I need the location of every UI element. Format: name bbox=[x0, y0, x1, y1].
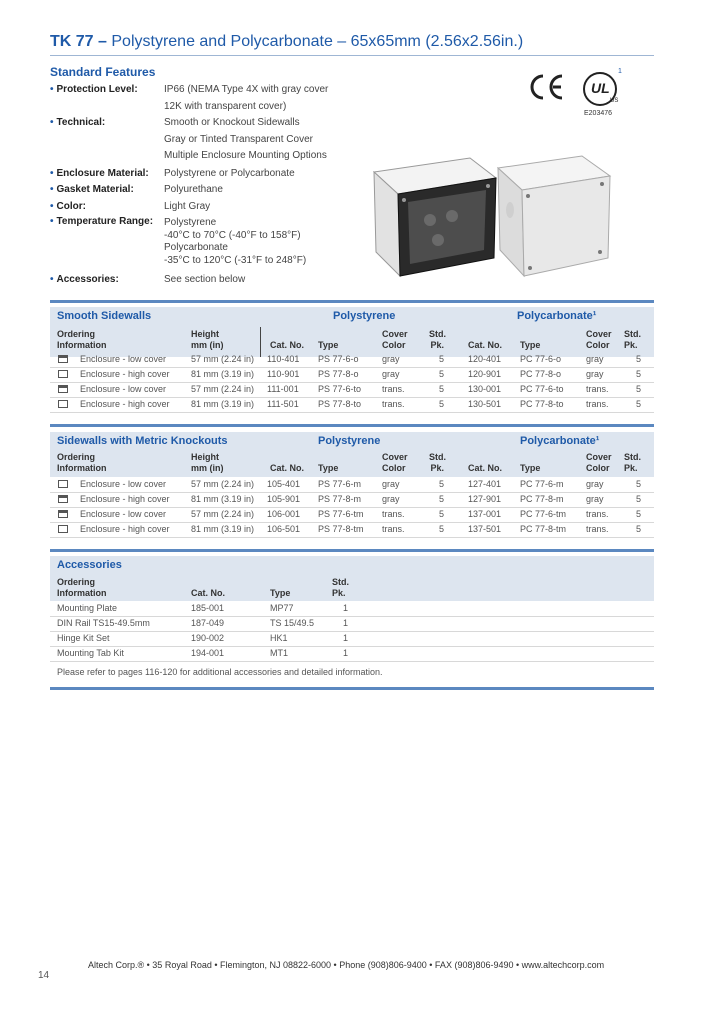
model-name: TK 77 – bbox=[50, 33, 107, 50]
table-row: Enclosure - low cover 57 mm (2.24 in) 111-001 PS 77-6-to trans. 5 130-001 PC 77-6-to trans. 5 bbox=[50, 382, 654, 398]
standard-features-heading: Standard Features bbox=[50, 65, 156, 79]
smooth-rule bbox=[50, 300, 654, 303]
footer-address: Altech Corp.® • 35 Royal Road • Flemington, NJ 08822-6000 • Phone (908)806-9400 • FAX (908)806-9490 • www.altechcorp.com bbox=[88, 960, 605, 970]
enclosure-icon bbox=[58, 510, 68, 518]
table-row: Mounting Tab Kit 194-001 MT1 1 bbox=[50, 646, 654, 662]
metric-rule bbox=[50, 424, 654, 427]
enclosure-icon bbox=[58, 370, 68, 378]
title-divider bbox=[50, 55, 654, 56]
page-title bbox=[50, 33, 523, 51]
table-row: Enclosure - low cover 57 mm (2.24 in) 105-401 PS 77-6-m gray 5 127-401 PC 77-6-m gray 5 bbox=[50, 477, 654, 493]
table-row: DIN Rail TS15-49.5mm 187-049 TS 15/49.5 1 bbox=[50, 616, 654, 632]
table-row: Mounting Plate 185-001 MP77 1 bbox=[50, 601, 654, 617]
enclosure-icon bbox=[58, 495, 68, 503]
table-row: Enclosure - low cover 57 mm (2.24 in) 110-401 PS 77-6-o gray 5 120-401 PC 77-6-o gray 5 bbox=[50, 352, 654, 368]
title-dims: 65x65mm (2.56x2.56in.) bbox=[350, 33, 524, 50]
product-image-gray bbox=[494, 150, 614, 285]
smooth-table-header: Smooth Sidewalls Polystyrene Polycarbonate¹ Ordering Information Height mm (in) Cat. No. Type Cover Color Std. Pk. Cat. No. Type Cover Color Std. Pk. bbox=[50, 307, 654, 357]
title-desc: Polystyrene and Polycarbonate – bbox=[106, 33, 351, 50]
enclosure-icon bbox=[58, 525, 68, 533]
accessories-note: Please refer to pages 116-120 for additional accessories and detailed information. bbox=[57, 667, 383, 677]
bottom-rule bbox=[50, 687, 654, 690]
table-row: Enclosure - high cover 81 mm (3.19 in) 106-501 PS 77-8-tm trans. 5 137-501 PC 77-8-tm trans. 5 bbox=[50, 522, 654, 538]
page-number: 14 bbox=[38, 970, 50, 981]
table-row: Enclosure - high cover 81 mm (3.19 in) 110-901 PS 77-8-o gray 5 120-901 PC 77-8-o gray 5 bbox=[50, 367, 654, 383]
enclosure-icon bbox=[58, 400, 68, 408]
table-row: Hinge Kit Set 190-002 HK1 1 bbox=[50, 631, 654, 647]
ul-mark: UL 1 US E203476 bbox=[578, 68, 626, 120]
table-row: Enclosure - low cover 57 mm (2.24 in) 106-001 PS 77-6-tm trans. 5 137-001 PC 77-6-tm trans. 5 bbox=[50, 507, 654, 523]
enclosure-icon bbox=[58, 385, 68, 393]
accessories-rule bbox=[50, 549, 654, 552]
enclosure-icon bbox=[58, 355, 68, 363]
table-row: Enclosure - high cover 81 mm (3.19 in) 105-901 PS 77-8-m gray 5 127-901 PC 77-8-m gray 5 bbox=[50, 492, 654, 508]
ce-mark bbox=[527, 72, 567, 107]
table-row: Enclosure - high cover 81 mm (3.19 in) 111-501 PS 77-8-to trans. 5 130-501 PC 77-8-to trans. 5 bbox=[50, 397, 654, 413]
accessories-table-header: Accessories Ordering Information Cat. No. Type Std. Pk. bbox=[50, 556, 654, 601]
ce-icon bbox=[527, 72, 567, 102]
product-image-transparent bbox=[368, 150, 500, 285]
metric-table-header: Sidewalls with Metric Knockouts Polystyrene Polycarbonate¹ Ordering Information Height mm (in) Cat. No. Type Cover Color Std. Pk. Cat. No. Type Cover Color Std. Pk. bbox=[50, 432, 654, 477]
enclosure-icon bbox=[58, 480, 68, 488]
